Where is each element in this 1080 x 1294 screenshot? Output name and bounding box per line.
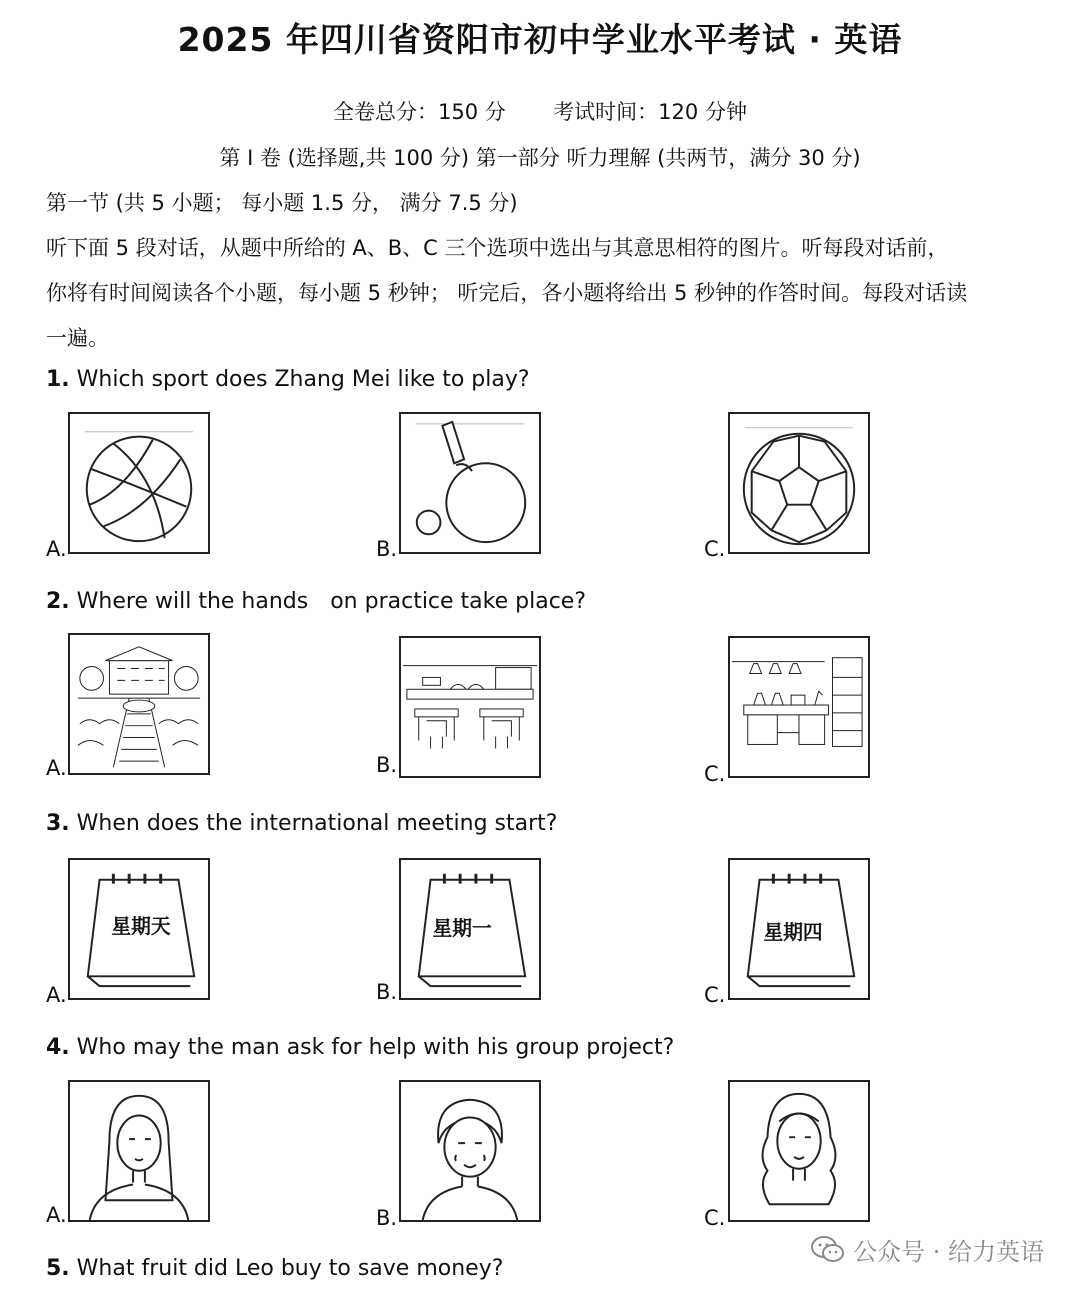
- q3-option-b[interactable]: [399, 858, 541, 1000]
- q1-option-a[interactable]: [68, 412, 210, 554]
- question-5: [46, 1256, 503, 1281]
- question-number: 4.: [46, 1035, 70, 1060]
- q2-option-b[interactable]: [399, 636, 541, 778]
- wavy-hair-woman-icon: [730, 1082, 868, 1220]
- school-garden-icon: [70, 635, 208, 773]
- watermark-text: 公众号 · 给力英语: [853, 1238, 1044, 1266]
- calendar-icon: [401, 860, 539, 998]
- ping-pong-paddle-icon: [401, 414, 539, 552]
- calendar-day-label: 星期四: [763, 920, 823, 944]
- page-title: 2025 年四川省资阳市初中学业水平考试 · 英语: [177, 20, 903, 59]
- question-3: [46, 811, 557, 836]
- science-lab-icon: [730, 638, 868, 776]
- long-straight-hair-woman-icon: [70, 1082, 208, 1220]
- instruction-line-1: 听下面 5 段对话，从题中所给的 A、B、C 三个选项中选出与其意思相符的图片。听每段对话前，: [46, 236, 949, 260]
- question-1: [46, 367, 530, 392]
- q4-option-b[interactable]: [399, 1080, 541, 1222]
- question-text: When does the international meeting start?: [76, 811, 558, 836]
- option-b-label: B.: [376, 1206, 398, 1230]
- option-a-label: A.: [46, 756, 67, 780]
- classroom-icon: [401, 638, 539, 776]
- question-4: [46, 1035, 674, 1060]
- question-number: 1.: [46, 367, 70, 392]
- watermark: [811, 1232, 1044, 1270]
- calendar-icon: [730, 860, 868, 998]
- option-a-label: A.: [46, 1203, 67, 1227]
- section-heading: 第一节 (共 5 小题； 每小题 1.5 分， 满分 7.5 分): [46, 191, 518, 215]
- instruction-line-3: 一遍。: [46, 326, 109, 350]
- option-b-label: B.: [376, 980, 398, 1004]
- option-c-label: C.: [704, 1206, 726, 1230]
- question-number: 3.: [46, 811, 70, 836]
- exam-meta: [0, 96, 1080, 126]
- question-number: 5.: [46, 1256, 70, 1281]
- q4-option-c[interactable]: [728, 1080, 870, 1222]
- instruction-line-2: 你将有时间阅读各个小题，每小题 5 秒钟； 听完后，各小题将给出 5 秒钟的作答时间。每段对话读: [46, 281, 968, 305]
- option-c-label: C.: [704, 762, 726, 786]
- total-score: 全卷总分：150 分: [333, 100, 506, 124]
- exam-time: 考试时间：120 分钟: [553, 100, 747, 124]
- question-text: Who may the man ask for help with his group project?: [76, 1035, 675, 1060]
- calendar-day-label: 星期天: [111, 914, 171, 938]
- calendar-icon: [70, 860, 208, 998]
- soccer-ball-icon: [730, 414, 868, 552]
- wechat-icon: [811, 1236, 845, 1270]
- question-number: 2.: [46, 589, 70, 614]
- question-text: What fruit did Leo buy to save money?: [76, 1256, 504, 1281]
- q1-option-b[interactable]: [399, 412, 541, 554]
- option-b-label: B.: [376, 537, 398, 561]
- question-2: [46, 589, 586, 614]
- question-text: Where will the hands on practice take place?: [76, 589, 587, 614]
- q2-option-a[interactable]: [68, 633, 210, 775]
- older-woman-icon: [401, 1082, 539, 1220]
- q1-option-c[interactable]: [728, 412, 870, 554]
- option-a-label: A.: [46, 983, 67, 1007]
- q3-option-c[interactable]: [728, 858, 870, 1000]
- option-c-label: C.: [704, 983, 726, 1007]
- q2-option-c[interactable]: [728, 636, 870, 778]
- option-a-label: A.: [46, 537, 67, 561]
- question-text: Which sport does Zhang Mei like to play?: [76, 367, 530, 392]
- q4-option-a[interactable]: [68, 1080, 210, 1222]
- option-b-label: B.: [376, 753, 398, 777]
- calendar-day-label: 星期一: [432, 916, 492, 940]
- q3-option-a[interactable]: [68, 858, 210, 1000]
- basketball-icon: [70, 414, 208, 552]
- part-heading: 第 Ⅰ 卷 (选择题,共 100 分) 第一部分 听力理解 (共两节，满分 30 分): [219, 146, 861, 170]
- option-c-label: C.: [704, 537, 726, 561]
